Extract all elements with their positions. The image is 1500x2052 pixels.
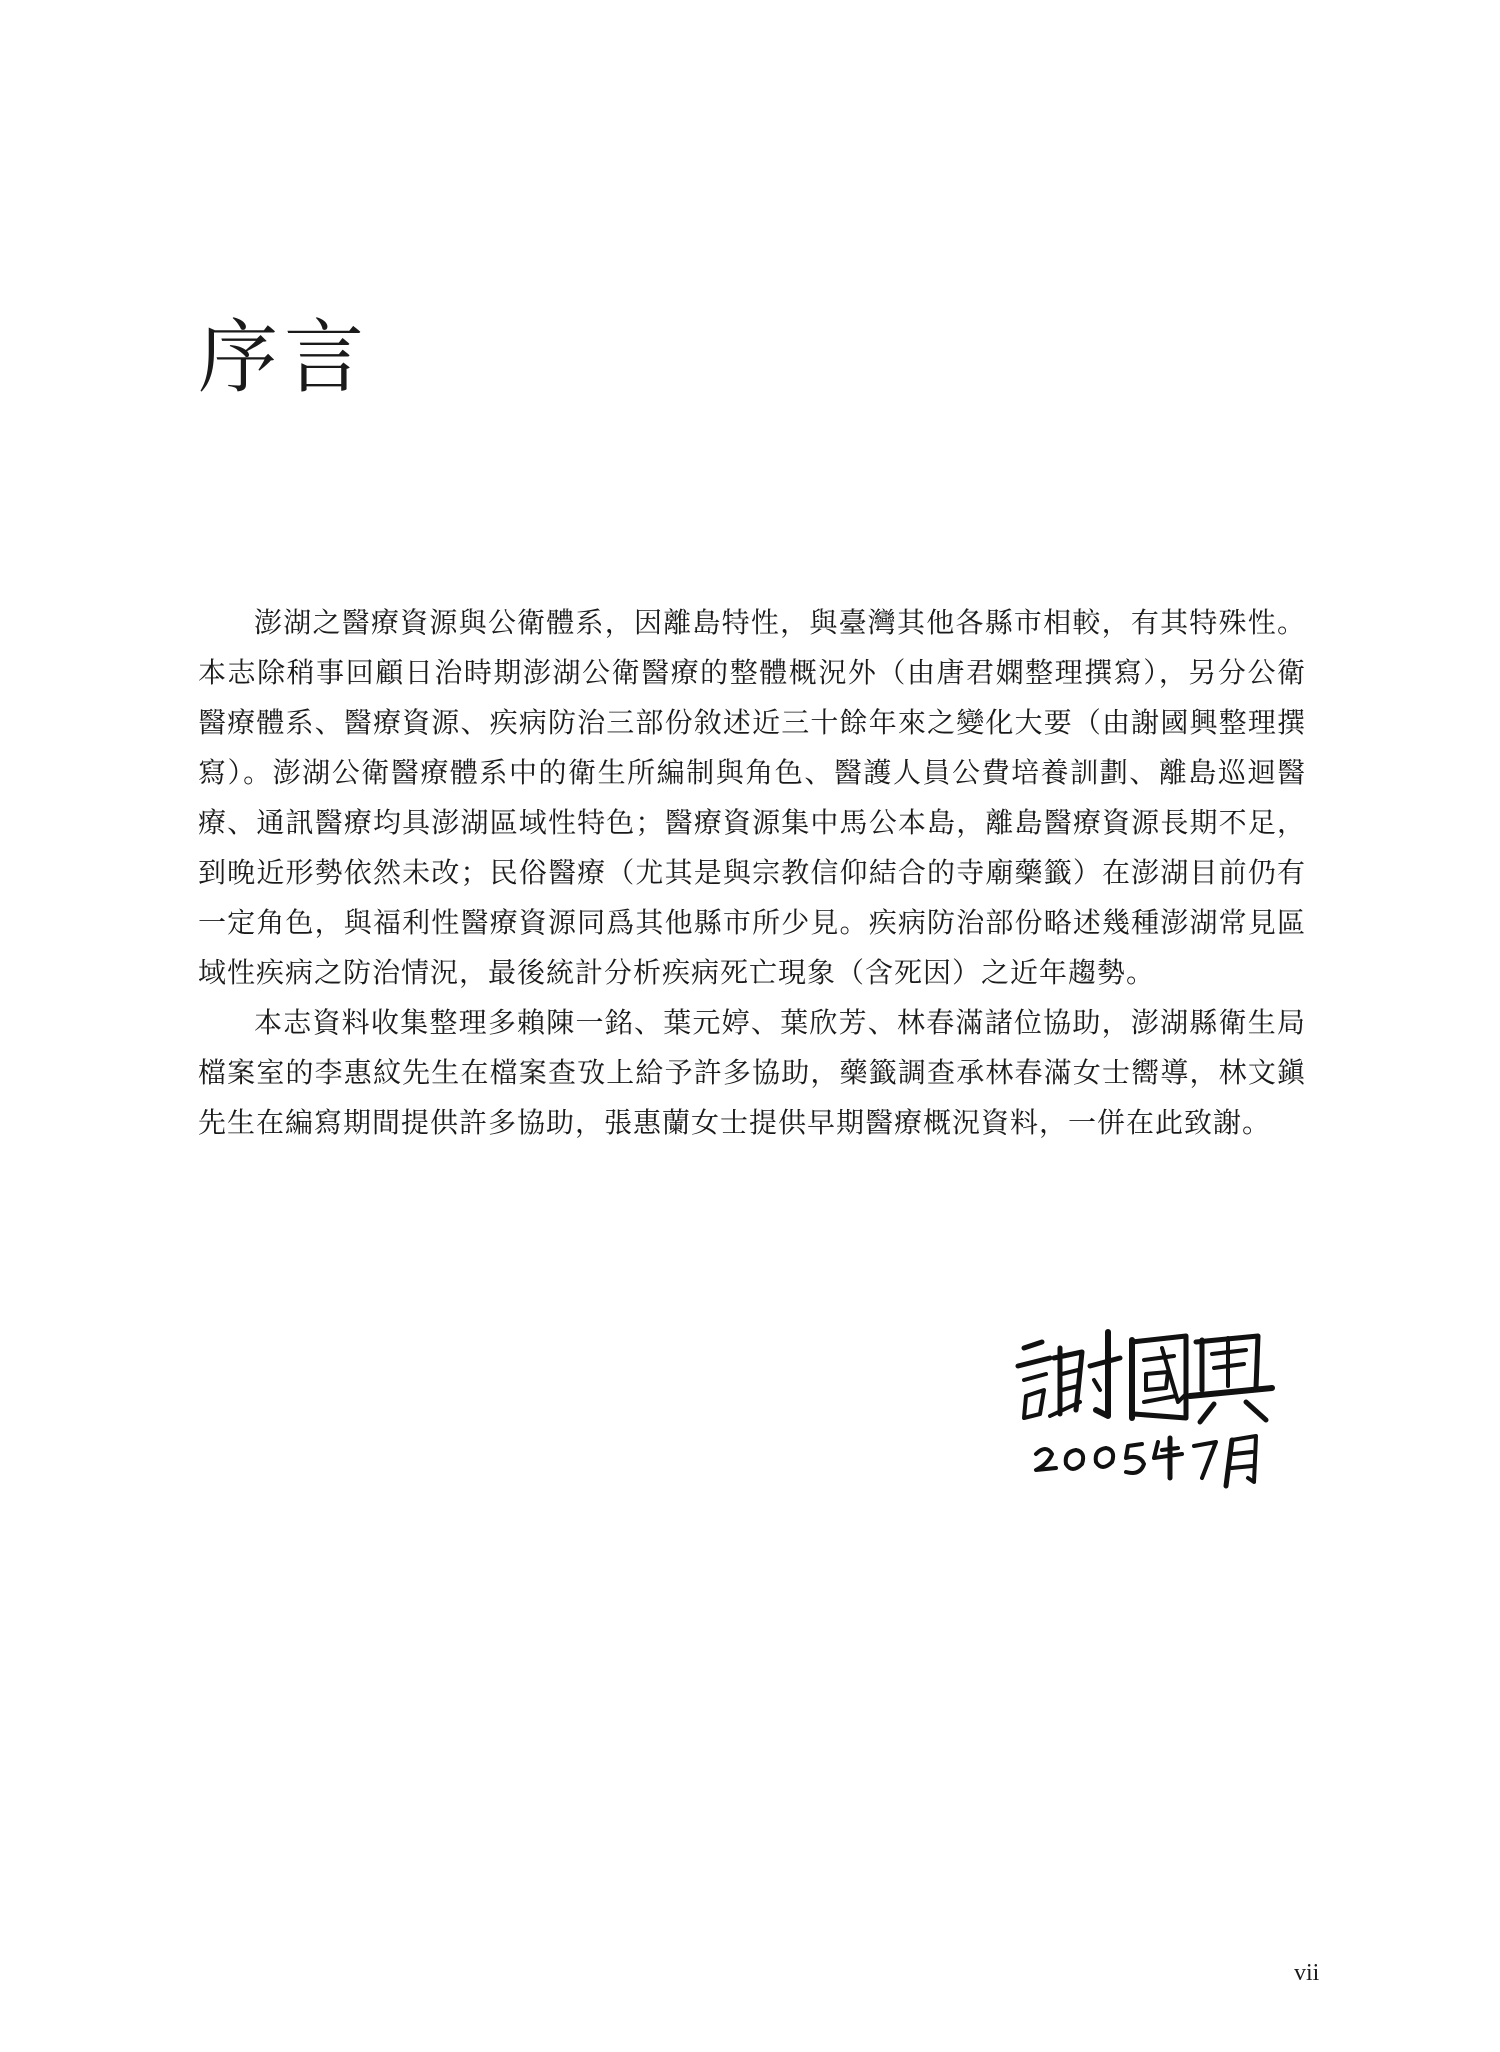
handwritten-signature: [1010, 1318, 1300, 1508]
page-title: 序言: [198, 311, 370, 404]
paragraph-1: 澎湖之醫療資源與公衛體系，因離島特性，與臺灣其他各縣市相較，有其特殊性。本志除稍事回顧日治時期澎湖公衛醫療的整體概況外（由唐君嫻整理撰寫），另分公衛醫療體系、醫療資源、疾病防治三部份敘述近三十餘年來之變化大要（由謝國興整理撰寫）。澎湖公衛醫療體系中的衛生所編制與角色、醫護人員公費培養訓劃、離島巡迴醫療、通訊醫療均具澎湖區域性特色；醫療資源集中馬公本島，離島醫療資源長期不足，到晚近形勢依然未改；民俗醫療（尤其是與宗教信仰結合的寺廟藥籤）在澎湖目前仍有一定角色，與福利性醫療資源同爲其他縣市所少見。疾病防治部份略述幾種澎湖常見區域性疾病之防治情況，最後統計分析疾病死亡現象（含死因）之近年趨勢。: [198, 606, 1306, 989]
paragraph-2: 本志資料收集整理多賴陳一銘、葉元婷、葉欣芳、林春滿諸位協助，澎湖縣衛生局檔案室的李惠紋先生在檔案查攷上給予許多協助，藥籤調查承林春滿女士嚮導，林文鎭先生在編寫期間提供許多協助，張惠蘭女士提供早期醫療概況資料，一併在此致謝。: [198, 1006, 1306, 1139]
signature-image: [1010, 1318, 1300, 1508]
preface-body: [198, 598, 1306, 1148]
page-number: vii: [1294, 1960, 1320, 1986]
